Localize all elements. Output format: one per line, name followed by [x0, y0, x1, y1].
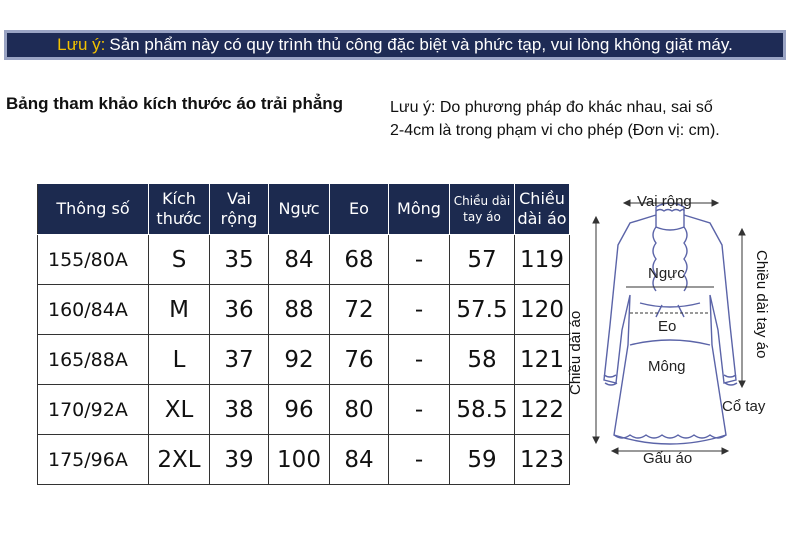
cell-waist: 84 [330, 435, 389, 485]
cell-shoulder: 36 [210, 285, 269, 335]
page-title: Bảng tham khảo kích thước áo trải phẳng [6, 94, 344, 113]
label-chest: Ngực [648, 265, 685, 282]
cell-spec: 160/84A [38, 285, 149, 335]
shoulder-arrow-right [712, 200, 718, 206]
length-arrow-top [593, 217, 599, 223]
skirt-line [630, 340, 710, 345]
cell-spec: 155/80A [38, 235, 149, 285]
cell-size: S [149, 235, 210, 285]
cell-sleeve: 58.5 [450, 385, 515, 435]
cell-chest: 88 [269, 285, 330, 335]
header-spec: Thông số [38, 184, 149, 235]
label-sleeve: Chiều dài tay áo [753, 250, 770, 359]
length-arrow-bottom [593, 437, 599, 443]
cell-length: 120 [515, 285, 570, 335]
cell-chest: 96 [269, 385, 330, 435]
label-waist: Eo [658, 318, 677, 335]
cell-sleeve: 57 [450, 235, 515, 285]
label-cuff: Cổ tay [722, 398, 766, 415]
cell-hip: - [389, 385, 450, 435]
hem-arrow-right [722, 448, 728, 454]
cell-chest: 84 [269, 235, 330, 285]
cell-hip: - [389, 435, 450, 485]
table-header-row [38, 184, 570, 235]
cell-waist: 72 [330, 285, 389, 335]
label-hip: Mông [648, 358, 686, 375]
label-length: Chiều dài áo [567, 310, 584, 395]
cell-shoulder: 39 [210, 435, 269, 485]
cell-length: 123 [515, 435, 570, 485]
table-row [38, 385, 570, 435]
sleeve-arrow-top [739, 229, 745, 235]
hem-arrow-left [612, 448, 618, 454]
cell-size: M [149, 285, 210, 335]
cell-hip: - [389, 335, 450, 385]
cell-size: 2XL [149, 435, 210, 485]
note-line-1: Lưu ý: Do phương pháp đo khác nhau, sai số [390, 99, 713, 116]
cell-spec: 165/88A [38, 335, 149, 385]
cell-hip: - [389, 285, 450, 335]
table-row [38, 435, 570, 485]
header-hip: Mông [389, 184, 450, 235]
cell-shoulder: 37 [210, 335, 269, 385]
cell-shoulder: 35 [210, 235, 269, 285]
cell-waist: 76 [330, 335, 389, 385]
cell-shoulder: 38 [210, 385, 269, 435]
header-length: Chiều dài áo [515, 184, 570, 235]
table-row [38, 285, 570, 335]
cell-length: 122 [515, 385, 570, 435]
sleeve-arrow-bottom [739, 381, 745, 387]
notice-label: Lưu ý: [57, 35, 106, 54]
header-waist: Eo [330, 184, 389, 235]
shoulder-arrow-left [624, 200, 630, 206]
cell-spec: 170/92A [38, 385, 149, 435]
hem-ruffle [614, 435, 726, 438]
header-chest: Ngực [269, 184, 330, 235]
note-line-2: 2-4cm là trong phạm vi cho phép (Đơn vị: cm). [390, 122, 720, 139]
header-sleeve: Chiều dài tay áo [450, 184, 515, 235]
notice-banner [4, 30, 786, 60]
cell-sleeve: 59 [450, 435, 515, 485]
cell-hip: - [389, 235, 450, 285]
table-row [38, 335, 570, 385]
header-shoulder: Vai rộng [210, 184, 269, 235]
cell-chest: 92 [269, 335, 330, 385]
waist-tie [640, 303, 700, 307]
label-shoulder: Vai rộng [637, 193, 692, 210]
cell-size: XL [149, 385, 210, 435]
notice-text: Sản phẩm này có quy trình thủ công đặc biệt và phức tạp, vui lòng không giặt máy. [109, 35, 733, 54]
cell-sleeve: 58 [450, 335, 515, 385]
cell-sleeve: 57.5 [450, 285, 515, 335]
measurement-note [390, 96, 785, 142]
cell-size: L [149, 335, 210, 385]
cell-chest: 100 [269, 435, 330, 485]
cell-waist: 80 [330, 385, 389, 435]
header-size: Kích thước [149, 184, 210, 235]
cell-length: 119 [515, 235, 570, 285]
cell-length: 121 [515, 335, 570, 385]
label-hem: Gấu áo [643, 450, 693, 467]
cell-spec: 175/96A [38, 435, 149, 485]
size-table [37, 183, 570, 485]
cell-waist: 68 [330, 235, 389, 285]
table-row [38, 235, 570, 285]
